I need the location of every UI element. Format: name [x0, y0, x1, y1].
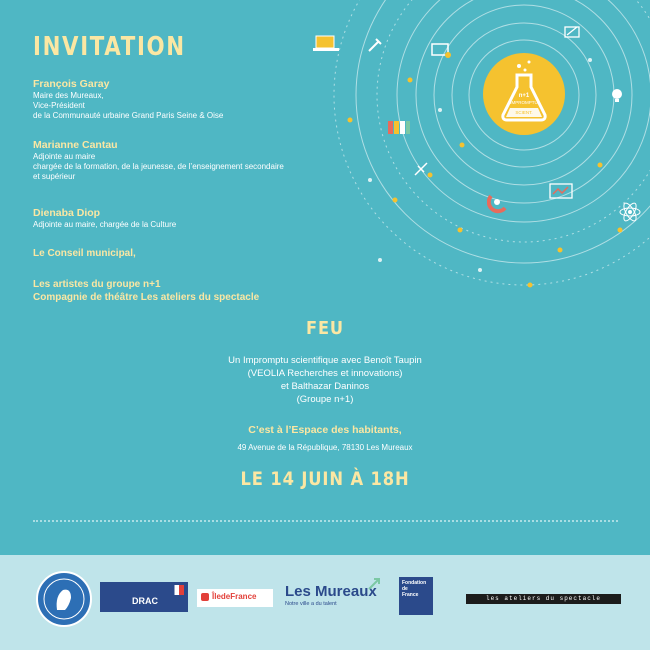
device-icon: [430, 42, 452, 58]
iledefrance-logo: [197, 589, 273, 607]
star-icon: [201, 593, 209, 601]
page-title: INVITATION: [33, 32, 186, 62]
screen-icon: [548, 182, 574, 202]
desc-line: et Balthazar Daninos: [280, 381, 370, 392]
host-role: Adjointe au maire, chargée de la Culture: [33, 220, 177, 229]
mureaux-label: Les Mureaux: [285, 583, 377, 600]
chevron-icon: [367, 577, 381, 591]
wrench-icon: [366, 36, 384, 54]
les-mureaux-logo: [285, 583, 385, 619]
iledefrance-label: ÎledeFrance: [212, 592, 257, 601]
event-date: LE 14 JUIN À 18H: [240, 468, 410, 490]
drac-logo: [100, 582, 188, 612]
flag-icon: [170, 585, 184, 595]
badge-line3: SCIENT.: [515, 110, 533, 115]
partner-logos-footer: [0, 555, 650, 650]
host-role: Adjointe au maire chargée de la formation, de la jeunesse, de l’enseignement secondaire et supérieur: [33, 152, 284, 181]
event-description: [0, 354, 650, 406]
flask-icon: [483, 53, 565, 135]
host-block: [33, 139, 284, 182]
ateliers-du-spectacle-logo: les ateliers du spectacle: [466, 594, 621, 604]
fondation-line: Fondation: [402, 580, 427, 586]
fondation-line: de: [402, 586, 408, 592]
dotted-divider: [33, 520, 618, 522]
event-badge: [483, 53, 565, 135]
desc-line: (Groupe n+1): [296, 394, 354, 405]
desc-line: Un Impromptu scientifique avec Benoît Taupin: [228, 355, 422, 366]
event-address: 49 Avenue de la République, 78130 Les Mureaux: [237, 443, 413, 452]
host-name: Dienaba Diop: [33, 207, 101, 219]
council-line: Le Conseil municipal,: [33, 248, 136, 259]
event-venue: C’est à l’Espace des habitants,: [248, 424, 402, 436]
host-block: [33, 78, 223, 121]
ministry-seal-logo: [35, 570, 93, 628]
pencil-icon: [562, 22, 582, 42]
lightbulb-icon: [610, 88, 624, 104]
laptop-icon: [312, 34, 340, 54]
drac-label: DRAC: [132, 596, 158, 606]
badge-line2: IMPROMPTU: [510, 100, 538, 105]
desc-line: (VEOLIA Recherches et innovations): [247, 368, 403, 379]
artists-line: Les artistes du groupe n+1: [33, 279, 161, 290]
satellite-icon: [412, 160, 430, 178]
host-name: François Garay: [33, 78, 110, 90]
atom-icon: [618, 200, 642, 224]
books-icon: [386, 118, 412, 136]
event-title: FEU: [306, 318, 344, 339]
host-block: [33, 207, 176, 230]
company-line: Compagnie de théâtre Les ateliers du spectacle: [33, 292, 260, 303]
fondation-de-france-logo: [399, 577, 433, 615]
mureaux-tagline: Notre ville a du talent: [285, 601, 337, 607]
fondation-line: France: [402, 592, 419, 598]
host-name: Marianne Cantau: [33, 139, 118, 151]
host-role: Maire des Mureaux, Vice-Président de la Communauté urbaine Grand Paris Seine & Oise: [33, 91, 224, 120]
magnet-icon: [487, 192, 509, 214]
badge-line1: n+1: [518, 93, 530, 99]
